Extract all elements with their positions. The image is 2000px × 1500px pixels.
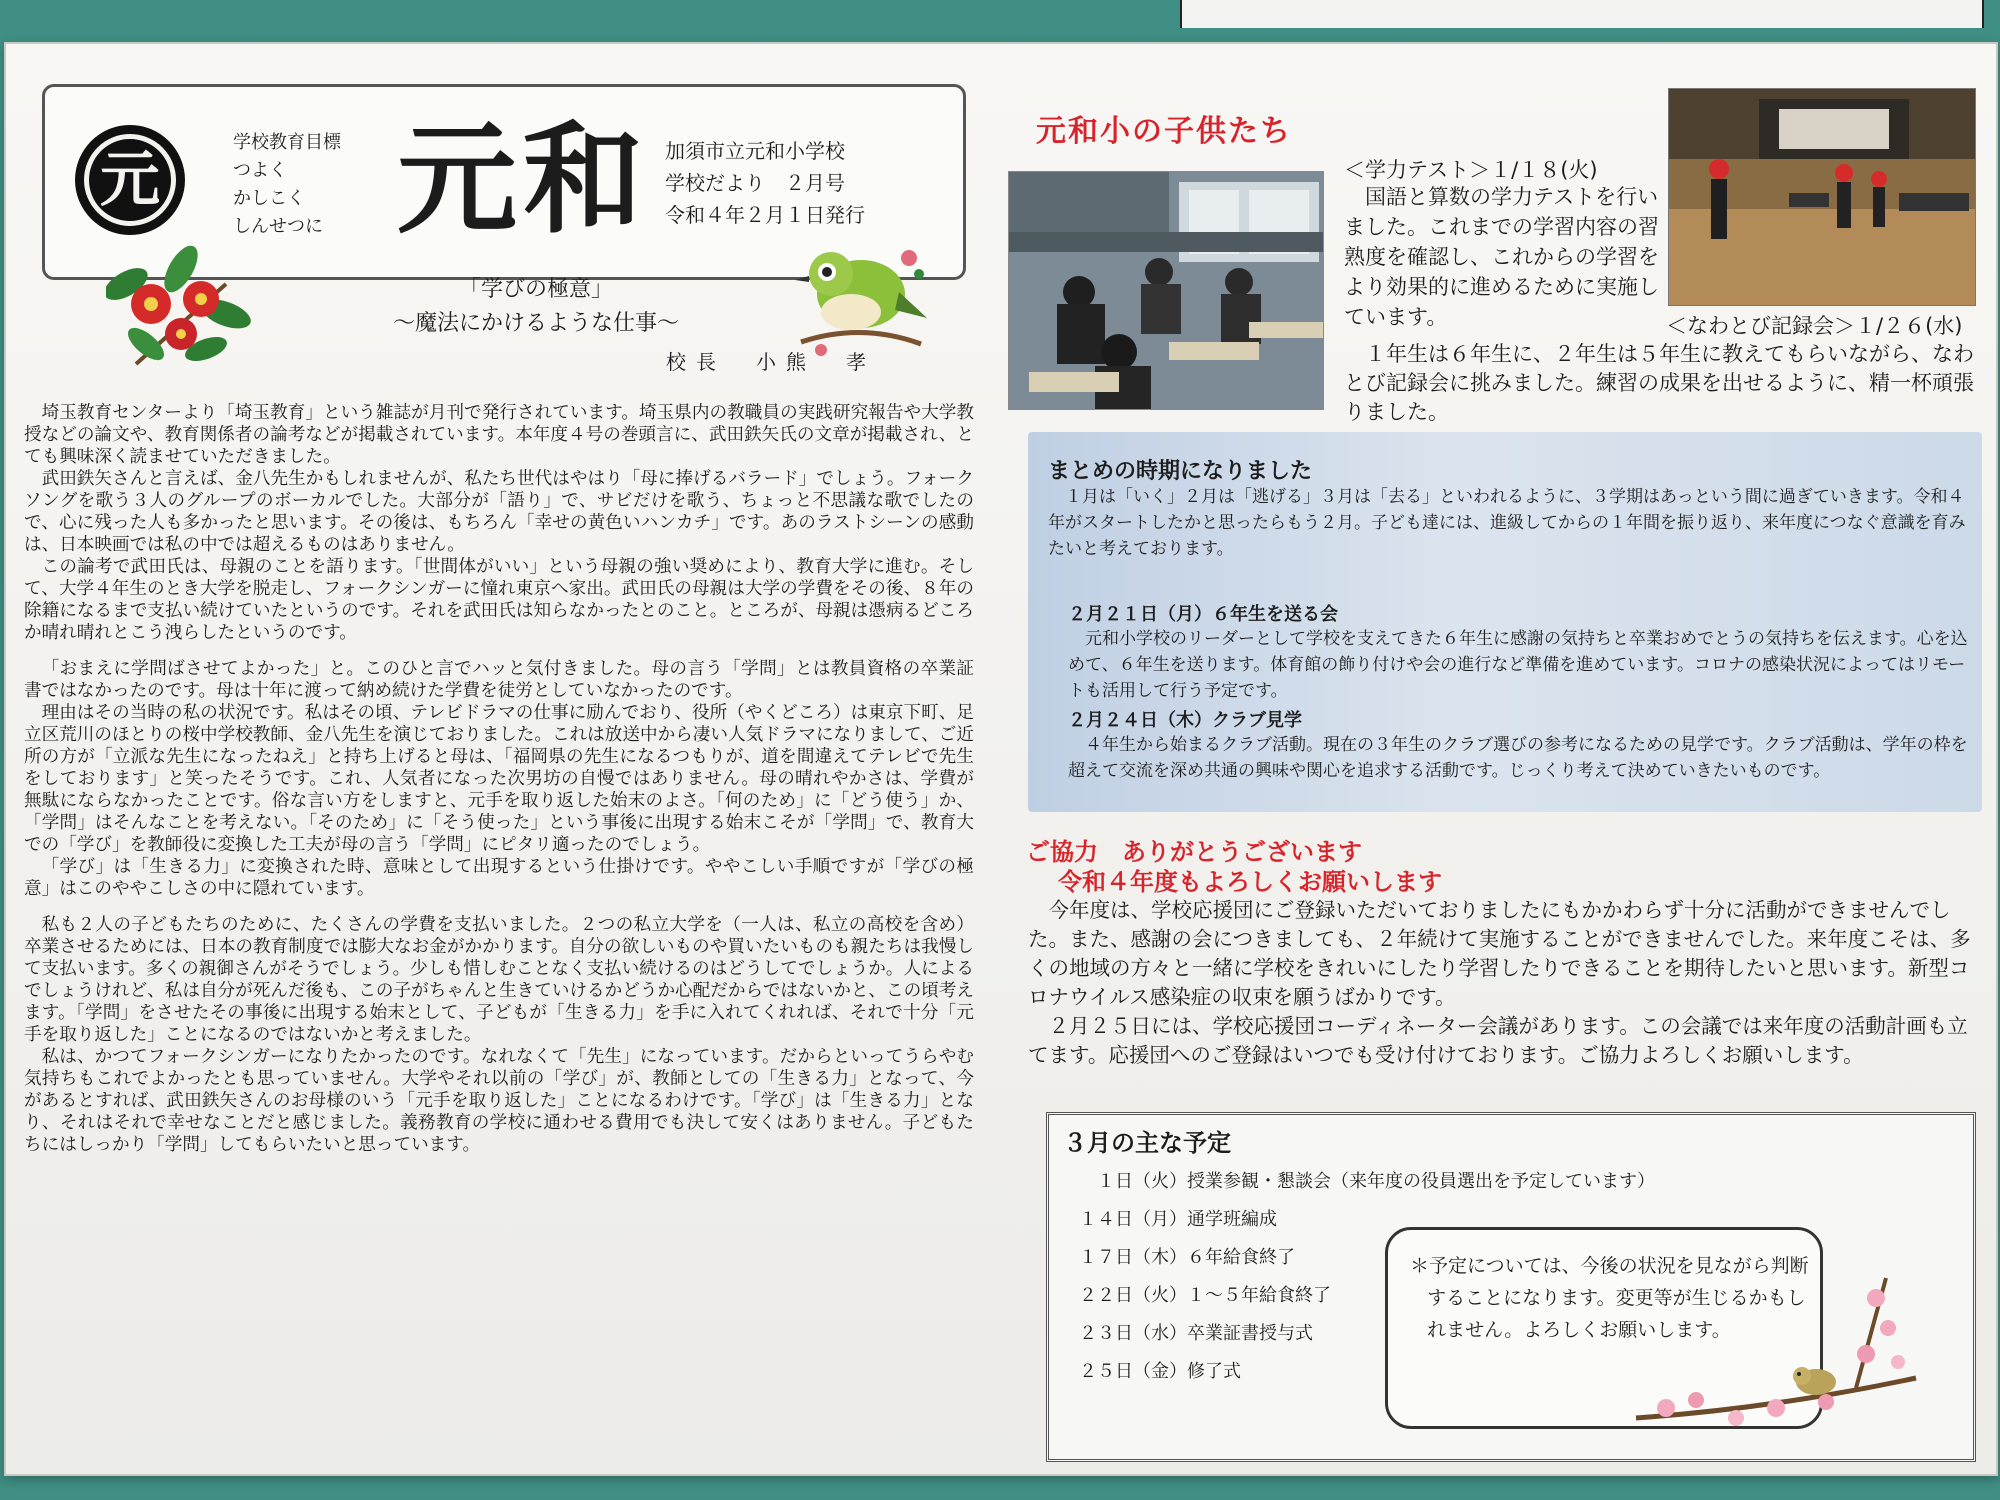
schedule-note: ＊予定については、今後の状況を見ながら判断することになります。変更等が生じるかもしれません。よろしくお願いします。	[1410, 1255, 1809, 1341]
essay-paragraph: 武田鉄矢さんと言えば、金八先生かもしれませんが、私たち世代はやはり「母に捧げるバラード」でしょう。フォークソングを歌う３人のグループのボーカルでした。大部分が「語り」で、サビだけを歌う、ちょっと不思議な歌でしたので、心に残った人も多かったと思います。その後は、もちろん「幸せの黄色いハンカチ」です。あのラストシーンの感動は、日本映画では私の中では超えるものはありません。	[24, 469, 974, 555]
essay-paragraph: 「学び」は「生きる力」に変換された時、意味として出現するという仕掛けです。ややこしい手順ですが「学びの極意」はこのややこしさの中に隠れています。	[24, 857, 974, 899]
thanks-heading: ご協力 ありがとうございます	[1026, 838, 1362, 866]
term-end-title: まとめの時期になりました	[1048, 459, 1313, 484]
essay-subtitle: ～魔法にかけるような仕事～	[392, 311, 679, 336]
schedule-item: １７日（木）６年給食終了	[1079, 1247, 1295, 1268]
principal-essay	[24, 402, 974, 1156]
thanks-subheading: 令和４年度もよろしくお願いします	[1058, 868, 1442, 896]
essay-paragraph: 理由はその当時の私の状況です。私はその頃、テレビドラマの仕事に励んでおり、役所（やくどころ）は東京下町、足立区荒川のほとりの桜中学校教師、金八先生を演じておりました。これは放送中から凄い人気ドラマになりまして、ご近所の方が「立派な先生になったねえ」と持ち上げると母は、「福岡県の先生になるつもりが、道を間違えてテレビで先生をしております」と笑ったそうです。これ、人気者になった次男坊の自慢ではありません。母の晴れやかさは、学費が無駄にならなかったことです。俗な言い方をしますと、元手を取り返した始末のよさ。「何のため」に「どう使う」か、「学問」はそんなことを考えない。「そのため」に「そう使った」という事後に出現する始末こそが「学問」で、教育大での「学び」を教師役に変換した工夫が母の言う「学問」にピタリ適ったのでしょう。	[24, 703, 974, 855]
classroom-test-photo	[1008, 171, 1324, 410]
school-info	[665, 135, 865, 231]
event-text: 元和小学校のリーダーとして学校を支えてきた６年生に感謝の気持ちと卒業おめでとうの気持ちを伝えます。心を込めて、６年生を送ります。体育館の飾り付けや会の進行など準備を進めています。コロナの感染状況によってはリモートも活用して行う予定です。	[1068, 629, 1968, 701]
school-goals	[233, 129, 341, 241]
cherry-blossom-icon	[1626, 1258, 1926, 1448]
camellia-icon	[106, 244, 256, 374]
goal-item: つよく	[233, 160, 287, 181]
essay-paragraph: 私は、かつてフォークシンガーになりたかったのです。なれなくて「先生」になっています。だからといってうらやむ気持ちもこれでよかったとも思っていません。大学やそれ以前の「学び」が、教師としての「生きる力」となって、今があるとすれば、武田鉄矢さんのお母様のいう「元手を取り返した」ことになるわけです。「学び」は「生きる力」となり、それはそれで幸せなことだと感じました。義務教育の学校に通わせる費用でも決して安くはありません。子どもたちにはしっかり「学問」してもらいたいと思っています。	[24, 1047, 974, 1155]
school-name: 加須市立元和小学校	[665, 139, 845, 163]
jump-rope-text: １年生は６年生に、２年生は５年生に教えてもらいながら、なわとび記録会に挑みました。練習の成果を出せるように、精一杯頑張りました。	[1344, 342, 1974, 424]
thanks-paragraph: 今年度は、学校応援団にご登録いただいておりましたにもかかわらず十分に活動ができませんでした。また、感謝の会につきましても、２年続けて実施することができませんでした。来年度こそは、多くの地域の方々と一緒に学校をきれいにしたり学習したりできることを期待したいと思います。新型コロナウイルス感染症の収束を願うばかりです。	[1028, 898, 1971, 1009]
bird-icon	[791, 232, 931, 362]
school-emblem-icon	[75, 125, 185, 235]
event-text: ４年生から始まるクラブ活動。現在の３年生のクラブ選びの参考になるための見学です。クラブ活動は、学年の枠を超えて交流を深め共通の興味や関心を追求する活動です。じっくり考えて決めていきたいものです。	[1068, 735, 1968, 781]
goal-item: かしこく	[233, 188, 305, 209]
academic-test-text: 国語と算数の学力テストを行いました。これまでの学習内容の習熟度を確認し、これからの学習をより効果的に進めるために実施しています。	[1344, 185, 1659, 329]
jump-rope-heading: ＜なわとび記録会＞１/２６(水)	[1666, 314, 1963, 338]
newsletter-page	[4, 42, 1998, 1476]
schedule-item: ２２日（火）１～５年給食終了	[1079, 1285, 1331, 1306]
schedule-item: １４日（月）通学班編成	[1079, 1209, 1277, 1230]
essay-title: 「学びの極意」	[458, 277, 613, 302]
emblem-char: 元	[100, 145, 160, 215]
event-heading: ２月２４日（木）クラブ見学	[1068, 710, 1302, 731]
adjacent-notice-edge	[1180, 0, 1984, 28]
jump-rope-photo	[1668, 88, 1976, 306]
goal-item: しんせつに	[233, 216, 323, 237]
essay-paragraph: この論考で武田氏は、母親のことを語ります。「世間体がいい」という母親の強い奨めにより、教育大学に進む。そして、大学４年生のとき大学を脱走し、フォークシンガーに憧れ東京へ家出。武田氏の母親は大学の学費をその後、８年の除籍になるまで支払い続けていたというのです。それを武田氏は知らなかったとのこと。ところが、母親は憑病るどころか晴れ晴れとこう洩らしたというのです。	[24, 557, 974, 643]
essay-paragraph: 「おまえに学問ばさせてよかった」と。このひと言でハッと気付きました。母の言う「学問」とは教員資格の卒業証書ではなかったのです。母は十年に渡って納め続けた学費を徒労としていなかったのです。	[24, 659, 974, 701]
term-end-text: １月は「いく」２月は「逃げる」３月は「去る」といわれるように、３学期はあっという間に過ぎていきます。令和４年がスタートしたかと思ったらもう２月。子ども達には、進級してからの１年間を振り返り、来年度につなぐ意識を育みたいと考えております。	[1048, 487, 1966, 559]
newsletter-title: 元和	[397, 109, 649, 250]
event-heading: ２月２１日（月）６年生を送る会	[1068, 604, 1338, 625]
goals-heading: 学校教育目標	[233, 132, 341, 153]
kids-section-title: 元和小の子供たち	[1036, 114, 1292, 149]
thanks-paragraph: ２月２５日には、学校応援団コーディネーター会議があります。この会議では来年度の活動計画も立てます。応援団へのご登録はいつでも受け付けております。ご協力よろしくお願いします。	[1028, 1014, 1968, 1067]
academic-test-heading: ＜学力テスト＞１/１８(火)	[1344, 158, 1598, 182]
essay-author: 校長 小熊 孝	[666, 350, 876, 374]
thanks-text	[1028, 896, 1978, 1070]
issue-date: 令和４年２月１日発行	[665, 203, 865, 227]
issue-label: 学校だより ２月号	[665, 171, 845, 195]
schedule-item: １日（火）授業参観・懇談会（来年度の役員選出を予定しています）	[1079, 1171, 1655, 1192]
essay-paragraph: 埼玉教育センターより「埼玉教育」という雑誌が月刊で発行されています。埼玉県内の教職員の実践研究報告や大学教授などの論文や、教育関係者の論考などが掲載されています。本年度４号の巻頭言に、武田鉄矢氏の文章が掲載され、とても興味深く読ませていただきました。	[24, 403, 974, 467]
essay-paragraph: 私も２人の子どもたちのために、たくさんの学費を支払いました。２つの私立大学を（一人は、私立の高校を含め）卒業させるためには、日本の教育制度では膨大なお金がかかります。自分の欲しいものや買いたいものも親たちは我慢して支払います。多くの親御さんがそうでしょう。少しも惜しむことなく支払い続けるのはどうしてでしょうか。人によるでしょうけれど、私は自分が死んだ後も、この子がちゃんと生きていけるかどうか心配だからではないかと、この頃考えます。「学問」をさせたその事後に出現する始末として、子どもが「生きる力」を手に入れてくれれば、それで十分「元手を取り返した」ことになるのではないかと考えました。	[24, 915, 974, 1045]
schedule-item: ２５日（金）修了式	[1079, 1361, 1241, 1382]
schedule-title: ３月の主な予定	[1063, 1129, 1231, 1157]
schedule-item: ２３日（水）卒業証書授与式	[1079, 1323, 1313, 1344]
